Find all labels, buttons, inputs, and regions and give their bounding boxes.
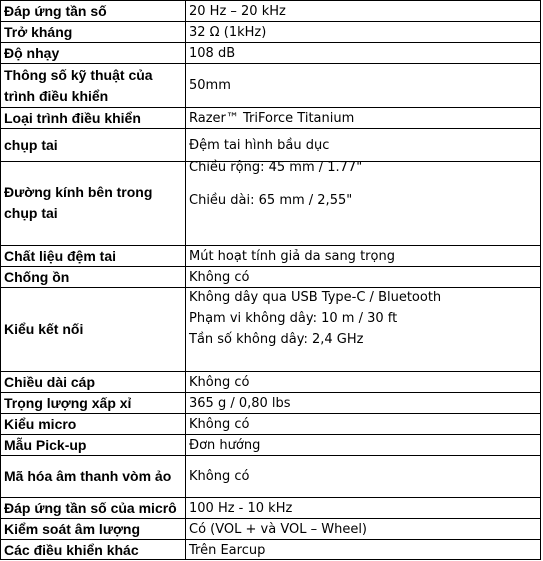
table-row bbox=[0, 392, 541, 413]
spec-value-line: Chiều rộng: 45 mm / 1.77" bbox=[189, 160, 363, 175]
spec-label: Chất liệu đệm tai bbox=[0, 246, 186, 266]
spec-label bbox=[0, 64, 186, 107]
spec-value: Không có bbox=[186, 372, 541, 392]
spec-value bbox=[186, 162, 541, 245]
spec-label: Chiều dài cáp bbox=[0, 372, 186, 392]
spec-value-line: Phạm vi không dây: 10 m / 30 ft bbox=[189, 311, 398, 326]
table-row bbox=[0, 245, 541, 266]
table-row bbox=[0, 128, 541, 161]
spec-label: Mã hóa âm thanh vòm ảo bbox=[0, 456, 186, 497]
spec-value: 32 Ω (1kHz) bbox=[186, 22, 541, 42]
table-row bbox=[0, 21, 541, 42]
table-row bbox=[0, 413, 541, 434]
table-row bbox=[0, 434, 541, 455]
spec-value: 365 g / 0,80 lbs bbox=[186, 393, 541, 413]
spec-label: Mẫu Pick-up bbox=[0, 435, 186, 455]
table-row bbox=[0, 371, 541, 392]
spec-label: Chống ồn bbox=[0, 267, 186, 287]
table-row bbox=[0, 287, 541, 371]
spec-value: Không có bbox=[186, 267, 541, 287]
spec-label bbox=[0, 162, 186, 245]
table-row bbox=[0, 0, 541, 21]
table-row bbox=[0, 455, 541, 497]
spec-label: Các điều khiển khác bbox=[0, 540, 186, 560]
spec-value: 108 dB bbox=[186, 43, 541, 63]
spec-value: Razer™ TriForce Titanium bbox=[186, 108, 541, 128]
table-row bbox=[0, 161, 541, 245]
spec-value: Trên Earcup bbox=[186, 540, 541, 560]
table-row bbox=[0, 539, 541, 560]
spec-label: Kiểu micro bbox=[0, 414, 186, 434]
spec-value: 50mm bbox=[186, 64, 541, 107]
spec-label: Đáp ứng tần số của micrô bbox=[0, 498, 186, 518]
spec-value: Đơn hướng bbox=[186, 435, 541, 455]
spec-value: Mút hoạt tính giả da sang trọng bbox=[186, 246, 541, 266]
spec-value: 20 Hz – 20 kHz bbox=[186, 1, 541, 21]
spec-label: chụp tai bbox=[0, 129, 186, 161]
spec-label: Kiểu kết nối bbox=[0, 288, 186, 371]
spec-label-line: trình điều khiển bbox=[4, 88, 109, 104]
spec-value-line: Không dây qua USB Type-C / Bluetooth bbox=[189, 290, 442, 305]
spec-value: Đệm tai hình bầu dục bbox=[186, 129, 541, 161]
spec-label-line: Đường kính bên trong bbox=[4, 184, 153, 200]
table-row bbox=[0, 518, 541, 539]
spec-value: Có (VOL + và VOL – Wheel) bbox=[186, 519, 541, 539]
table-row bbox=[0, 107, 541, 128]
spec-value: Không có bbox=[186, 414, 541, 434]
spec-label: Loại trình điều khiển bbox=[0, 108, 186, 128]
spec-value-line: Chiều dài: 65 mm / 2,55" bbox=[189, 193, 353, 208]
spec-label: Kiểm soát âm lượng bbox=[0, 519, 186, 539]
spec-label: Trở kháng bbox=[0, 22, 186, 42]
spec-value bbox=[186, 288, 541, 371]
spec-value: 100 Hz - 10 kHz bbox=[186, 498, 541, 518]
table-row bbox=[0, 63, 541, 107]
table-row bbox=[0, 266, 541, 287]
spec-label: Đáp ứng tần số bbox=[0, 1, 186, 21]
spec-label-line: chụp tai bbox=[4, 205, 58, 221]
spec-label: Độ nhạy bbox=[0, 43, 186, 63]
spec-value: Không có bbox=[186, 456, 541, 497]
spec-value-line: Tần số không dây: 2,4 GHz bbox=[189, 332, 364, 347]
spec-label: Trọng lượng xấp xỉ bbox=[0, 393, 186, 413]
table-row bbox=[0, 497, 541, 518]
spec-label-line: Thông số kỹ thuật của bbox=[4, 67, 153, 83]
table-row bbox=[0, 42, 541, 63]
